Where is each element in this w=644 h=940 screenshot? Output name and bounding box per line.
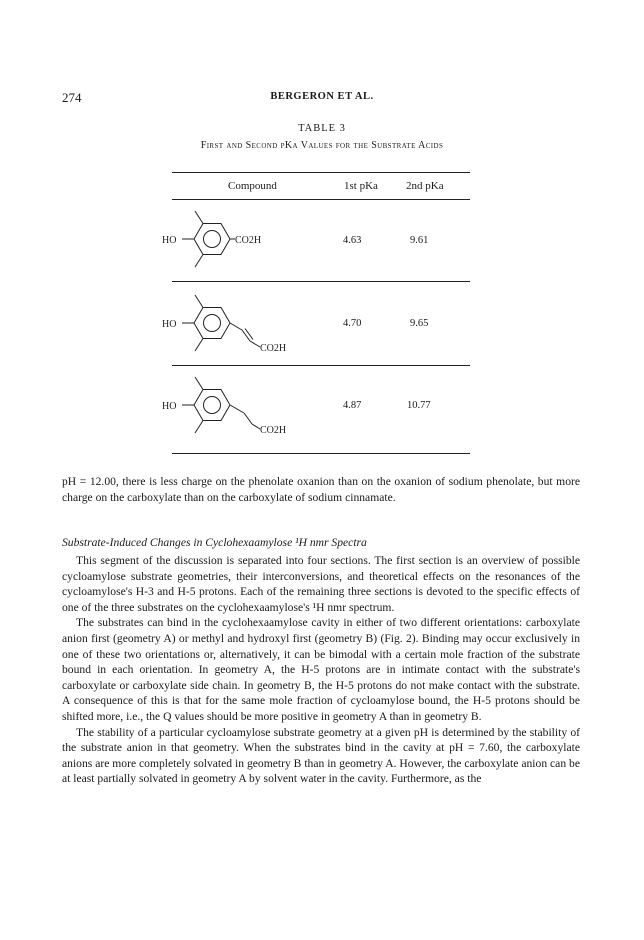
paragraph-continued: pH = 12.00, there is less charge on the phenolate oxanion than on the oxanion of sodium phenolate, but more charge on the carboxylate than on the carboxylate of sodium cinnamate. bbox=[62, 475, 580, 504]
section-body bbox=[62, 553, 580, 787]
pka1-row-2: 4.70 bbox=[343, 318, 362, 329]
substituent-right-3: CO2H bbox=[260, 425, 287, 436]
column-header-pka1: 1st pKa bbox=[344, 180, 378, 192]
page-number: 274 bbox=[62, 90, 82, 105]
column-header-pka2: 2nd pKa bbox=[406, 180, 444, 192]
table-caption: First and Second pKa Values for the Substrate Acids bbox=[200, 140, 444, 151]
pka2-row-2: 9.65 bbox=[410, 318, 429, 329]
pka2-row-1: 9.61 bbox=[410, 235, 429, 246]
substituent-right-1: CO2H bbox=[235, 235, 262, 246]
table-header-rule bbox=[172, 199, 470, 200]
molecule-structure-3 bbox=[160, 374, 320, 446]
section-heading: Substrate-Induced Changes in Cyclohexaamylose ¹H nmr Spectra bbox=[62, 536, 367, 549]
table-bottom-rule bbox=[172, 453, 470, 454]
table-label: TABLE 3 bbox=[298, 123, 346, 134]
row-rule-1 bbox=[172, 281, 470, 282]
substituent-right-2: CO2H bbox=[260, 343, 287, 354]
continued-paragraph bbox=[62, 474, 580, 505]
pka2-row-3: 10.77 bbox=[407, 400, 431, 411]
column-header-compound: Compound bbox=[228, 180, 277, 192]
molecule-structure-2 bbox=[160, 292, 320, 362]
pka1-row-3: 4.87 bbox=[343, 400, 362, 411]
pka1-row-1: 4.63 bbox=[343, 235, 362, 246]
paragraph-2: The substrates can bind in the cyclohexaamylose cavity in either of two different orientations: carboxylate anion first (geometry A) or methyl and hydroxyl first (geometry B) (Fig. 2). Binding may occur exclusively in one of these two orientations or, alternatively, it can be bimodal with a certain mole fraction of the substrate bound in each orientation. In geometry A, the H-5 protons are in intimate contact with the substrate's carboxylate or carboxylate side chain. In geometry B, the H-5 protons do not make contact with the substrate. A consequence of this is that for the same mole fraction of cycloamylose bound, the H-5 protons should be shifted more, i.e., the Q values should be more positive in geometry A than in geometry B. bbox=[62, 616, 580, 723]
molecule-structure-1 bbox=[160, 208, 300, 270]
substituent-left-3: HO bbox=[162, 401, 177, 412]
substituent-left-2: HO bbox=[162, 319, 177, 330]
paragraph-3: The stability of a particular cycloamylose substrate geometry at a given pH is determined by the stability of the substrate anion in that geometry. When the substrates bind in the cavity at pH = 7.60, the carboxylate anions are more completely solvated in geometry B than in geometry A. However, the carboxylate anion can be at least partially solvated in geometry A by solvent water in the cavity. Furthermore, as the bbox=[62, 725, 580, 786]
paragraph-1: This segment of the discussion is separated into four sections. The first section is an overview of possible cycloamylose substrate geometries, their interconversions, and theoretical effects on the resonances of the cycloamylose's H-3 and H-5 protons. Each of the remaining three sections is devoted to the specific effects of one of the three substrates on the cyclohexaamylose's ¹H nmr spectrum. bbox=[62, 554, 580, 614]
running-head: BERGERON ET AL. bbox=[270, 91, 374, 102]
row-rule-2 bbox=[172, 365, 470, 366]
substituent-left-1: HO bbox=[162, 235, 177, 246]
table-top-rule bbox=[172, 172, 470, 173]
